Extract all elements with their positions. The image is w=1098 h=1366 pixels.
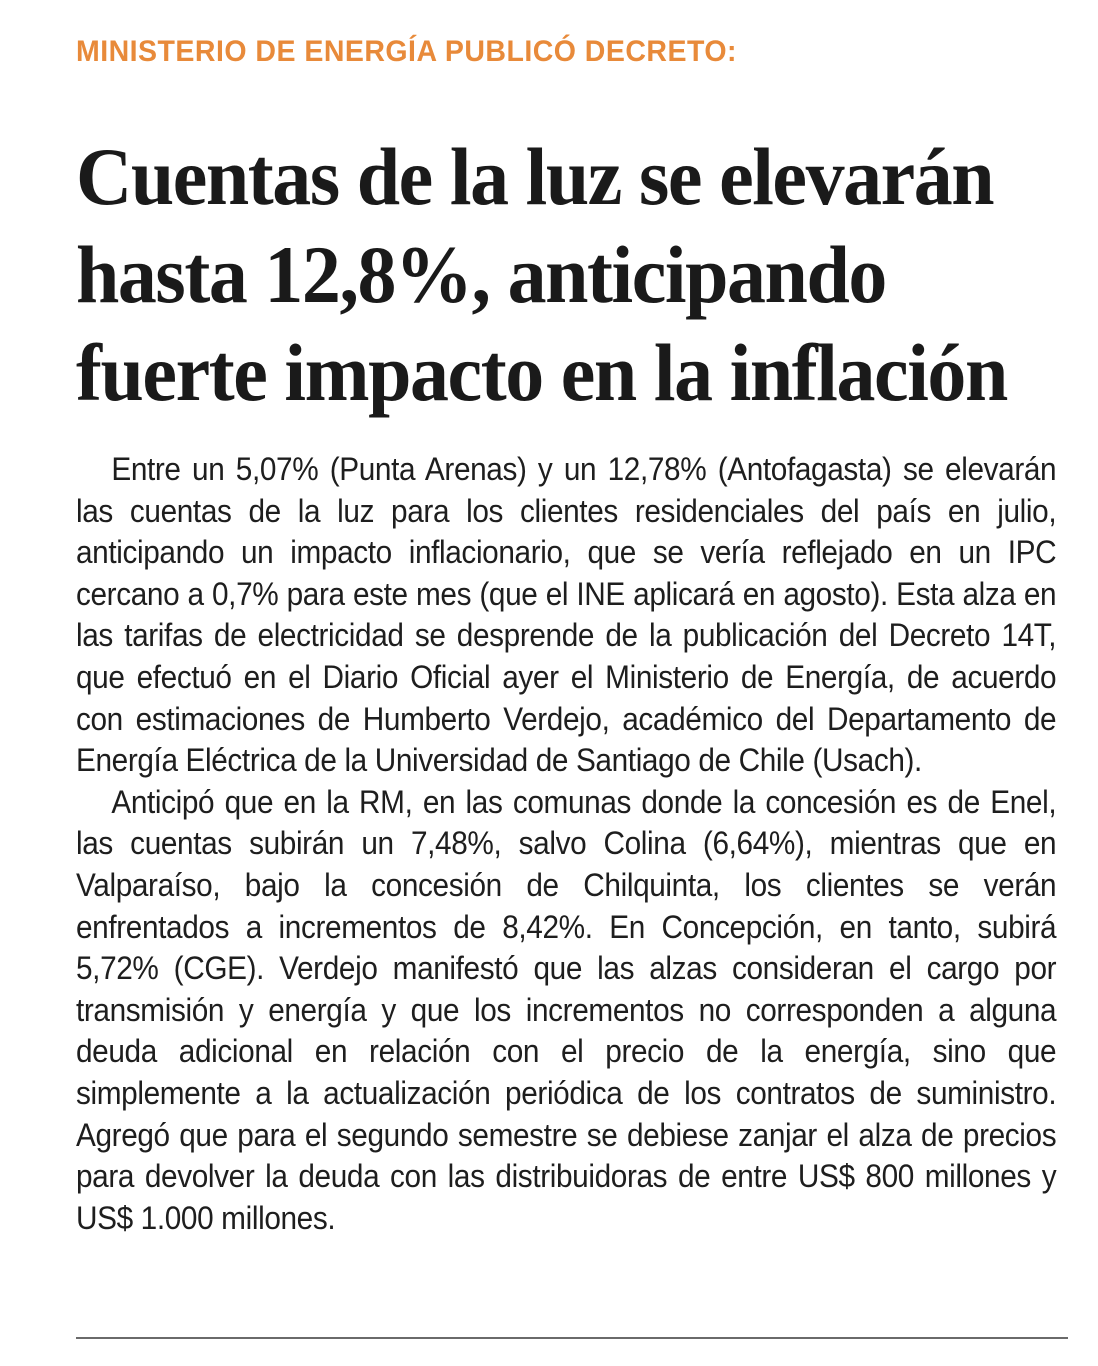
article-header (76, 30, 1066, 422)
body-paragraph-2: Anticipó que en la RM, en las comunas donde la concesión es de Enel, las cuentas subirán un 7,48%, salvo Colina (6,64%), mientras que en Valparaíso, bajo la concesión de Chilquinta, los clientes se verán enfrentados a incrementos de 8,42%. En Concepción, en tanto, subirá 5,72% (CGE). Verdejo manifestó que las alzas consideran el cargo por transmisión y energía y que los incrementos no corresponden a alguna deuda adicional en relación con el precio de la energía, sino que simplemente a la actualización periódica de los contratos de suministro. Agregó que para el segundo semestre se debiese zanjar el alza de precios para devolver la deuda con las distribuidoras de entre US$ 800 millones y US$ 1.000 millones. (76, 783, 1057, 1236)
body-paragraph-1: Entre un 5,07% (Punta Arenas) y un 12,78% (Antofagasta) se elevarán las cuentas de la luz para los clientes residenciales del país en julio, anticipando un impacto inflacionario, que se vería reflejado en un IPC cercano a 0,7% para este mes (que el INE aplicará en agosto). Esta alza en las tarifas de electricidad se desprende de la publicación del Decreto 14T, que efectuó en el Diario Oficial ayer el Ministerio de Energía, de acuerdo con estimaciones de Humberto Verdejo, académico del Departamento de Energía Eléctrica de la Universidad de Santiago de Chile (Usach). (76, 451, 1057, 779)
headline-line-3: fuerte impacto en la inflación (76, 327, 1007, 418)
article-body (76, 449, 1056, 1239)
bottom-divider (76, 1337, 1068, 1339)
article-headline (76, 128, 1074, 422)
article-kicker: MINISTERIO DE ENERGÍA PUBLICÓ DECRETO: (76, 35, 737, 68)
headline-line-2: hasta 12,8%, anticipando (76, 229, 886, 320)
headline-line-1: Cuentas de la luz se elevarán (76, 131, 994, 222)
